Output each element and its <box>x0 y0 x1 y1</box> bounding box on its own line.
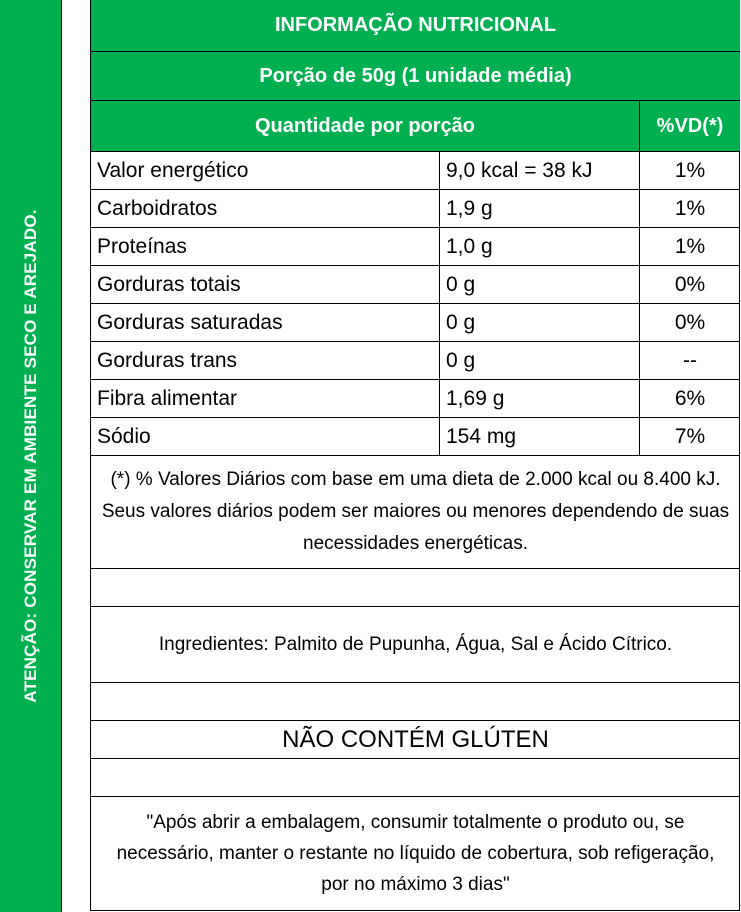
gluten-row <box>91 721 740 759</box>
column-header-row <box>91 101 740 152</box>
nutrient-vd: 1% <box>674 158 706 182</box>
nutrient-vd: 6% <box>674 386 706 410</box>
portion-label: Porção de 50g (1 unidade média) <box>259 64 572 87</box>
side-warning-text: ATENÇÃO: CONSERVAR EM AMBIENTE SECO E AREJADO. <box>21 209 40 703</box>
nutrient-vd: -- <box>683 348 697 372</box>
footnote-row <box>91 456 740 569</box>
nutrient-name: Sódio <box>91 418 440 455</box>
nutrition-panel <box>90 0 740 911</box>
table-row <box>91 266 740 304</box>
nutrient-amount: 1,69 g <box>440 380 640 417</box>
nutrient-amount: 1,0 g <box>440 228 640 265</box>
nutrient-amount: 1,9 g <box>440 190 640 227</box>
title-row <box>91 0 740 52</box>
table-row <box>91 304 740 342</box>
table-row <box>91 228 740 266</box>
nutrient-name: Gorduras saturadas <box>91 304 440 341</box>
side-warning-band <box>0 0 62 912</box>
table-row <box>91 342 740 380</box>
storage-instructions: "Após abrir a embalagem, consumir totalmente o produto ou, se necessário, manter o restante no líquido de cobertura, sob refigeração, por no máximo 3 dias" <box>116 812 715 895</box>
table-row <box>91 190 740 228</box>
daily-values-footnote: (*) % Valores Diários com base em uma dieta de 2.000 kcal ou 8.400 kJ. Seus valores diários podem ser maiores ou menores dependendo de suas necessidades energéticas. <box>101 469 730 554</box>
vd-header: %VD(*) <box>656 114 724 137</box>
nutrient-name: Fibra alimentar <box>91 380 440 417</box>
nutrient-vd: 1% <box>674 234 706 258</box>
nutrient-name: Gorduras trans <box>91 342 440 379</box>
nutrient-name: Valor energético <box>91 152 440 189</box>
nutrient-amount: 154 mg <box>440 418 640 455</box>
table-row <box>91 380 740 418</box>
gluten-statement: NÃO CONTÉM GLÚTEN <box>282 725 549 753</box>
nutrient-vd: 0% <box>674 310 706 334</box>
nutrient-name: Carboidratos <box>91 190 440 227</box>
empty-row <box>91 569 740 607</box>
portion-row <box>91 52 740 101</box>
empty-row <box>91 683 740 721</box>
qty-header: Quantidade por porção <box>91 101 640 151</box>
storage-row <box>91 797 740 911</box>
nutrient-amount: 9,0 kcal = 38 kJ <box>440 152 640 189</box>
nutrient-amount: 0 g <box>440 342 640 379</box>
nutrient-vd: 0% <box>674 272 706 296</box>
nutrient-name: Proteínas <box>91 228 440 265</box>
spacer-column <box>62 0 90 912</box>
ingredients-row <box>91 607 740 683</box>
nutrient-name: Gorduras totais <box>91 266 440 303</box>
empty-row <box>91 759 740 797</box>
nutrient-vd: 1% <box>674 196 706 220</box>
nutrient-amount: 0 g <box>440 266 640 303</box>
nutrition-title: INFORMAÇÃO NUTRICIONAL <box>274 14 557 36</box>
table-row <box>91 418 740 456</box>
nutrient-amount: 0 g <box>440 304 640 341</box>
ingredients-text: Ingredientes: Palmito de Pupunha, Água, Sal e Ácido Cítrico. <box>158 633 673 655</box>
nutrient-vd: 7% <box>674 424 706 448</box>
table-row <box>91 152 740 190</box>
